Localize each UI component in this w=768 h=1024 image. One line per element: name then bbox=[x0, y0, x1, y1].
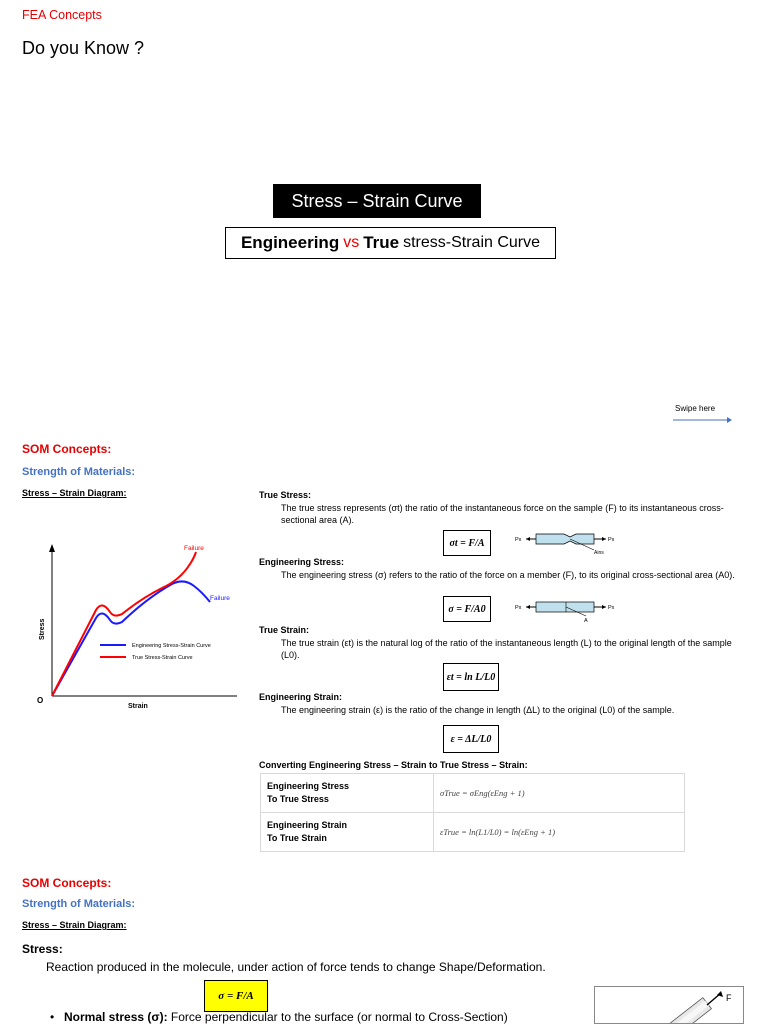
x-axis-label: Strain bbox=[128, 703, 148, 710]
subtitle-rest: stress-Strain Curve bbox=[403, 234, 541, 251]
bullet-term: Normal stress (σ): bbox=[64, 1010, 168, 1024]
svg-text:Px: Px bbox=[515, 605, 522, 611]
eng-stress-bar-icon bbox=[514, 598, 618, 622]
diagram-heading-2: Stress – Strain Diagram: bbox=[22, 920, 127, 930]
conv-row-label: Engineering Strain To True Strain bbox=[261, 813, 434, 852]
conv-row-label: Engineering Stress To True Stress bbox=[261, 774, 434, 813]
origin-label: O bbox=[37, 696, 44, 705]
eng-strain-title: Engineering Strain: bbox=[259, 692, 343, 702]
som-heading-2: SOM Concepts: bbox=[22, 876, 112, 890]
svg-text:Px: Px bbox=[608, 537, 615, 543]
eng-strain-formula: ε = ΔL/L0 bbox=[443, 725, 499, 753]
subtitle-vs: vs bbox=[343, 234, 360, 251]
swipe-arrow-icon[interactable] bbox=[673, 416, 733, 424]
conv-row-equation: εTrue = ln(L1/L0) = ln(εEng + 1) bbox=[434, 813, 685, 852]
true-stress-formula: σt = F/A bbox=[443, 530, 491, 556]
swipe-label[interactable]: Swipe here bbox=[675, 404, 716, 413]
subtitle-engineering: Engineering bbox=[240, 233, 340, 252]
section-label: FEA Concepts bbox=[22, 8, 102, 22]
svg-text:Px: Px bbox=[608, 605, 615, 611]
legend-true-label: True Stress-Strain Curve bbox=[132, 655, 193, 661]
page-headline: Do you Know ? bbox=[22, 38, 145, 58]
bullet-text: Force perpendicular to the surface (or normal to Cross-Section) bbox=[170, 1010, 508, 1024]
true-strain-title: True Strain: bbox=[259, 625, 310, 635]
force-cylinder-image bbox=[594, 986, 744, 1024]
normal-stress-formula: σ = F/A bbox=[204, 980, 268, 1012]
force-label: F bbox=[726, 993, 732, 1003]
strength-heading: Strength of Materials: bbox=[22, 466, 136, 478]
eng-strain-body: The engineering strain (ε) is the ratio of the change in length (ΔL) to the original (L0) of the sample. bbox=[281, 705, 675, 715]
svg-text:Px: Px bbox=[515, 537, 522, 543]
title-banner: Stress – Strain Curve bbox=[273, 184, 481, 218]
svg-text:A: A bbox=[584, 618, 588, 622]
y-axis-label: Stress bbox=[39, 618, 46, 640]
table-row bbox=[261, 774, 685, 813]
stress-description: Reaction produced in the molecule, under action of force tends to change Shape/Deformation. bbox=[46, 960, 546, 974]
table-row bbox=[261, 813, 685, 852]
conversion-title: Converting Engineering Stress – Strain to True Stress – Strain: bbox=[259, 760, 528, 770]
diagram-heading: Stress – Strain Diagram: bbox=[22, 488, 127, 498]
conversion-table bbox=[260, 773, 685, 852]
subtitle-true: True bbox=[363, 233, 400, 252]
svg-text:Ains: Ains bbox=[594, 550, 604, 554]
failure-label-right: Failure bbox=[210, 595, 230, 602]
normal-stress-bullet: • Normal stress (σ): Force perpendicular to the surface (or normal to Cross-Section) bbox=[50, 1010, 508, 1024]
subtitle-box bbox=[225, 227, 556, 259]
stress-strain-graph bbox=[22, 528, 250, 714]
eng-stress-body: The engineering stress (σ) refers to the ratio of the force on a member (F), to its original cross-sectional area (A0). bbox=[281, 570, 735, 580]
strength-heading-2: Strength of Materials: bbox=[22, 898, 136, 910]
eng-stress-formula: σ = F/A0 bbox=[443, 596, 491, 622]
legend-eng-label: Engineering Stress-Strain Curve bbox=[132, 643, 211, 649]
true-stress-bar-icon bbox=[514, 530, 618, 554]
stress-heading: Stress: bbox=[22, 942, 63, 956]
som-heading: SOM Concepts: bbox=[22, 442, 112, 456]
failure-label-top: Failure bbox=[184, 545, 204, 552]
true-strain-body: The true strain (εt) is the natural log of the ratio of the instantaneous length (L) to the original length of the sample (L0). bbox=[281, 638, 732, 660]
true-stress-body: The true stress represents (σt) the ratio of the instantaneous force on the sample (F) to its instantaneous cross-sectional area (A). bbox=[281, 503, 724, 525]
true-stress-title: True Stress: bbox=[259, 490, 312, 500]
eng-stress-title: Engineering Stress: bbox=[259, 557, 345, 567]
conv-row-equation: σTrue = σEng(εEng + 1) bbox=[434, 774, 685, 813]
true-strain-formula: εt = ln L/L0 bbox=[443, 663, 499, 691]
